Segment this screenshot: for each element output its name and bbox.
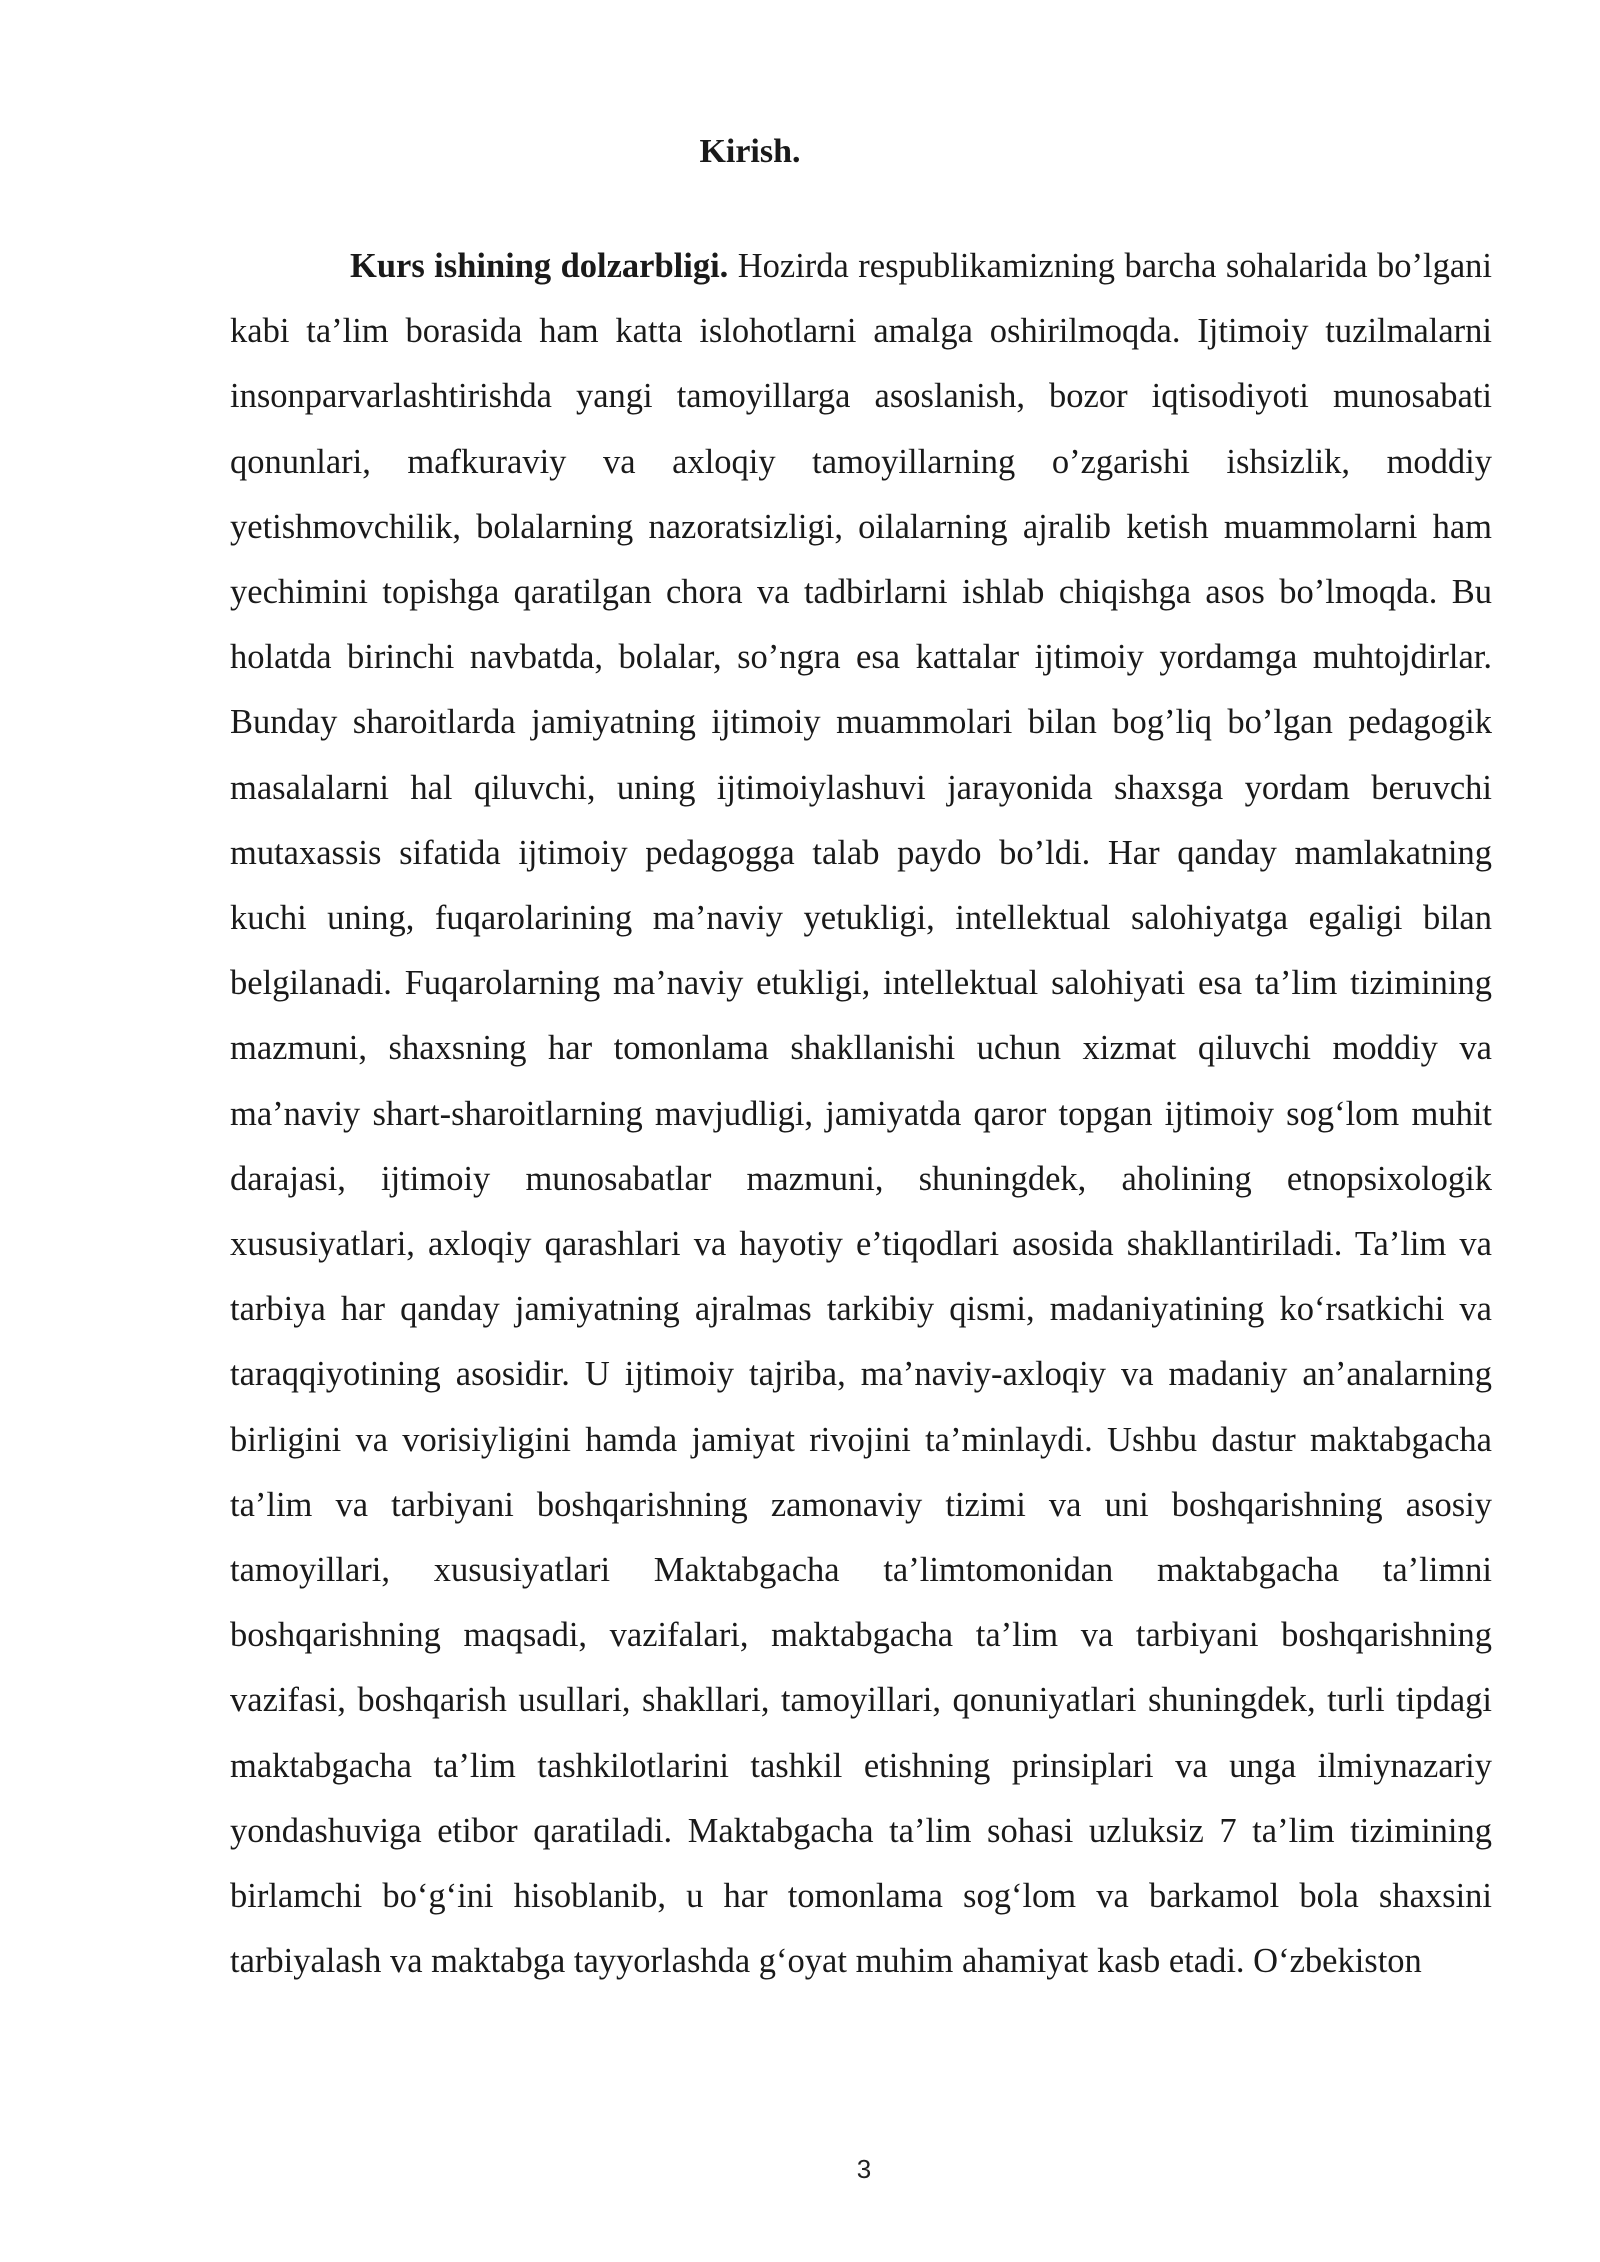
- paragraph-lead: Kurs ishining dolzarbligi.: [350, 247, 729, 285]
- paragraph-text: Hozirda respublikamizning barcha sohalarida bo’lgani kabi ta’lim borasida ham katta islohotlarni amalga oshirilmoqda. Ijtimoiy tuzilmalarni insonparvarlashtirishda yangi tamoyillarga asoslanish, bozor iqtisodiyoti munosabati qonunlari, mafkuraviy va axloqiy tamoyillarning o’zgarishi ishsizlik, moddiy yetishmovchilik, bolalarning nazoratsizligi, oilalarning ajralib ketish muammolarni ham yechimini topishga qaratilgan chora va tadbirlarni ishlab chiqishga asos bo’lmoqda. Bu holatda birinchi navbatda, bolalar, so’ngra esa kattalar ijtimoiy yordamga muhtojdirlar. Bunday sharoitlarda jamiyatning ijtimoiy muammolari bilan bog’liq bo’lgan pedagogik masalalarni hal qiluvchi, uning ijtimoiylashuvi jarayonida shaxsga yordam beruvchi mutaxassis sifatida ijtimoiy pedagogga talab paydo bo’ldi. Har qanday mamlakatning kuchi uning, fuqarolarining ma’naviy yetukligi, intellektual salohiyatga egaligi bilan belgilanadi. Fuqarolarning ma’naviy etukligi, intellektual salohiyati esa ta’lim tizimining mazmuni, shaxsning har tomonlama shakllanishi uchun xizmat qiluvchi moddiy va ma’naviy shart-sharoitlarning mavjudligi, jamiyatda qaror topgan ijtimoiy sog‘lom muhit darajasi, ijtimoiy munosabatlar mazmuni, shuningdek, aholining etnopsixologik xususiyatlari, axloqiy qarashlari va hayotiy e’tiqodlari asosida shakllantiriladi. Ta’lim va tarbiya har qanday jamiyatning ajralmas tarkibiy qismi, madaniyatining ko‘rsatkichi va taraqqiyotining asosidir. U ijtimoiy tajriba, ma’naviy-axloqiy va madaniy an’analarning birligini va vorisiyligini hamda jamiyat rivojini ta’minlaydi. Ushbu dastur maktabgacha ta’lim va tarbiyani boshqarishning zamonaviy tizimi va uni boshqarishning asosiy tamoyillari, xususiyatlari Maktabgacha ta’limtomonidan maktabgacha ta’limni boshqarishning maqsadi, vazifalari, maktabgacha ta’lim va tarbiyani boshqarishning vazifasi, boshqarish usullari, shakllari, tamoyillari, qonuniyatlari shuningdek, turli tipdagi maktabgacha ta’lim tashkilotlarini tashkil etishning prinsiplari va unga ilmiynazariy yondashuviga etibor qaratiladi. Maktabgacha ta’lim sohasi uzluksiz 7 ta’lim tizimining birlamchi bo‘g‘ini hisoblanib, u har tomonlama sog‘lom va barkamol bola shaxsini tarbiyalash va maktabga tayyorlashda g‘oyat muhim ahamiyat kasb etadi. O‘zbekiston: [230, 247, 1492, 1981]
- page-number: 3: [856, 2154, 872, 2184]
- section-title: Kirish.: [699, 133, 801, 170]
- body-paragraph: [230, 234, 1492, 1994]
